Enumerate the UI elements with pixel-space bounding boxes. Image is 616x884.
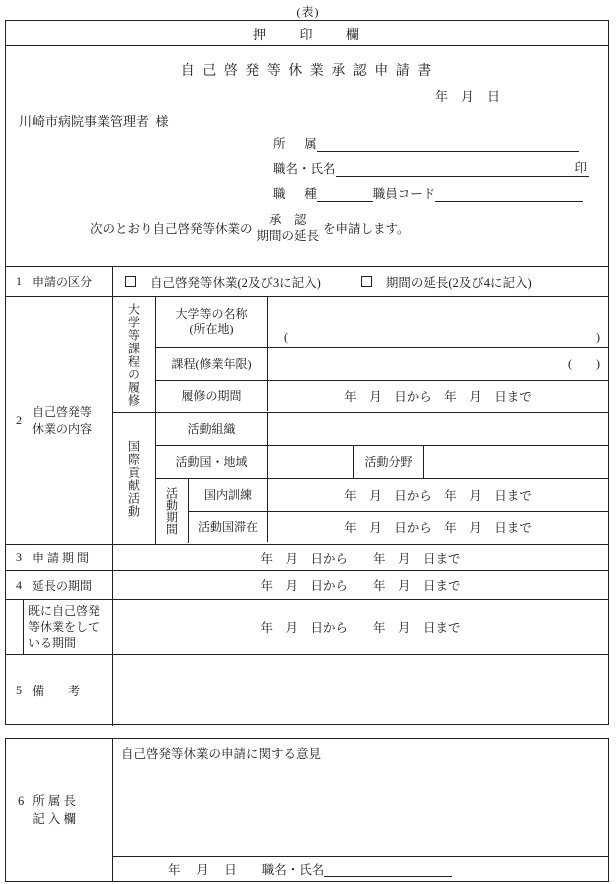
row2-label: 自己啓発等 休業の内容 (32, 404, 93, 436)
course-row (156, 347, 608, 380)
row3-number: 3 (16, 550, 22, 564)
row5-header (6, 655, 113, 726)
statement-option-extension: 期間の延長 (256, 229, 320, 243)
domestic-training-row (189, 479, 608, 511)
row-extension-period (6, 570, 608, 599)
row1-options (113, 267, 608, 296)
statement-suffix: を申請します。 (323, 222, 410, 236)
activity-field-input[interactable] (424, 446, 608, 478)
existing-leave-label: 既に自己啓発 等休業をして いる期間 (23, 600, 113, 654)
row4-label: 延長の期間 (32, 578, 93, 593)
activity-period-vertical-label: 活動期間 (156, 479, 189, 543)
name-input[interactable] (336, 161, 573, 177)
activity-country-row (156, 445, 608, 478)
international-section (113, 412, 608, 544)
overseas-stay-input[interactable]: 年 月 日から 年 月 日まで (344, 521, 532, 535)
option-self-development-leave: 自己啓発等休業(2及び3に記入) (150, 275, 321, 290)
row4-header (6, 571, 113, 599)
row5-label: 備 考 (32, 684, 81, 698)
application-period-input[interactable]: 年 月 日から 年 月 日まで (260, 551, 461, 566)
row-application-category (6, 266, 608, 296)
sign-date: 年 月 日 (168, 863, 237, 877)
activity-field-label: 活動分野 (354, 446, 424, 478)
affiliation-input[interactable] (317, 136, 579, 152)
row2-number: 2 (16, 413, 22, 427)
university-name-input[interactable]: ( ) (284, 330, 600, 344)
affiliation-label: 所 属 (273, 137, 317, 151)
activity-org-label: 活動組織 (156, 413, 268, 445)
university-vertical-label: 大学等課程の履修 (113, 297, 156, 412)
job-type-input[interactable] (317, 186, 373, 202)
name-field (273, 159, 589, 177)
supervisor-number: 6 (18, 794, 25, 808)
overseas-stay-label: 活動国滞在 (189, 512, 268, 542)
domestic-training-label: 国内訓練 (189, 479, 268, 511)
stamp-box: 押 印 欄 (6, 21, 608, 46)
side-label: (表) (296, 5, 320, 19)
study-period-input[interactable]: 年 月 日から 年 月 日まで (344, 390, 532, 404)
course-input[interactable]: ( ) (568, 356, 600, 371)
form-header (6, 46, 608, 266)
domestic-training-input[interactable]: 年 月 日から 年 月 日まで (344, 489, 532, 503)
row4sub-strip (6, 600, 23, 654)
university-name-row (156, 297, 608, 347)
main-form-box (5, 20, 609, 725)
option-period-extension: 期間の延長(2及び4に記入) (385, 275, 532, 290)
activity-country-label: 活動国・地域 (156, 446, 268, 478)
sign-name-input[interactable] (324, 861, 452, 877)
supervisor-section (5, 738, 609, 882)
sign-gap (237, 862, 262, 877)
university-section (113, 297, 608, 412)
name-label: 職名・氏名 (273, 162, 336, 176)
row1-header (6, 267, 113, 296)
study-period-row (156, 380, 608, 411)
supervisor-opinion-area[interactable] (113, 739, 608, 856)
international-vertical-label: 国際貢献活動 (113, 413, 156, 544)
statement-prefix: 次のとおり自己啓発等休業の (90, 222, 253, 236)
application-table (6, 266, 608, 726)
addressee: 川崎市病院事業管理者 様 (19, 114, 169, 129)
row5-number: 5 (16, 683, 22, 697)
page-title: 自 己 啓 発 等 休 業 承 認 申 請 書 (180, 64, 434, 79)
job-field (273, 184, 583, 202)
checkbox-self-development-leave[interactable] (125, 276, 136, 287)
activity-period-section (156, 478, 608, 543)
overseas-stay-row (189, 511, 608, 542)
employee-code-input[interactable] (435, 186, 583, 202)
row1-number: 1 (16, 274, 22, 288)
checkbox-period-extension[interactable] (361, 276, 372, 287)
row2-header (6, 297, 113, 544)
university-name-label: 大学等の名称 (所在地) (156, 297, 268, 347)
row-existing-leave-period (6, 599, 608, 654)
activity-org-row (156, 413, 608, 445)
study-period-label: 履修の期間 (156, 381, 268, 411)
extension-period-input[interactable]: 年 月 日から 年 月 日まで (260, 579, 461, 593)
statement-option-approval: 承 認 (269, 213, 307, 227)
row1-label: 申請の区分 (32, 275, 93, 289)
supervisor-header (6, 739, 113, 881)
supervisor-opinion-label: 自己啓発等休業の申請に関する意見 (121, 747, 322, 761)
affiliation-field (273, 134, 579, 152)
row3-header (6, 545, 113, 570)
sign-name-label: 職名・氏名 (261, 863, 325, 877)
course-label: 課程(修業年限) (156, 348, 268, 380)
remarks-input[interactable] (113, 655, 608, 726)
activity-org-input[interactable] (268, 413, 608, 445)
existing-leave-input[interactable]: 年 月 日から 年 月 日まで (260, 621, 461, 635)
job-type-label: 職 種 (273, 187, 317, 201)
application-statement (90, 212, 410, 244)
statement-options (257, 212, 320, 244)
activity-country-input[interactable] (268, 446, 354, 478)
employee-code-label: 職員コード (372, 187, 436, 201)
row3-label: 申 請 期 間 (32, 551, 90, 565)
row-leave-content (6, 296, 608, 544)
seal-mark: 印 (574, 161, 588, 175)
row-application-period (6, 544, 608, 570)
supervisor-label: 所 属 長 記 入 欄 (32, 794, 77, 826)
header-date: 年 月 日 (434, 89, 500, 104)
row-remarks (6, 654, 608, 726)
supervisor-sign-row (113, 856, 608, 881)
row4-number: 4 (16, 577, 22, 592)
